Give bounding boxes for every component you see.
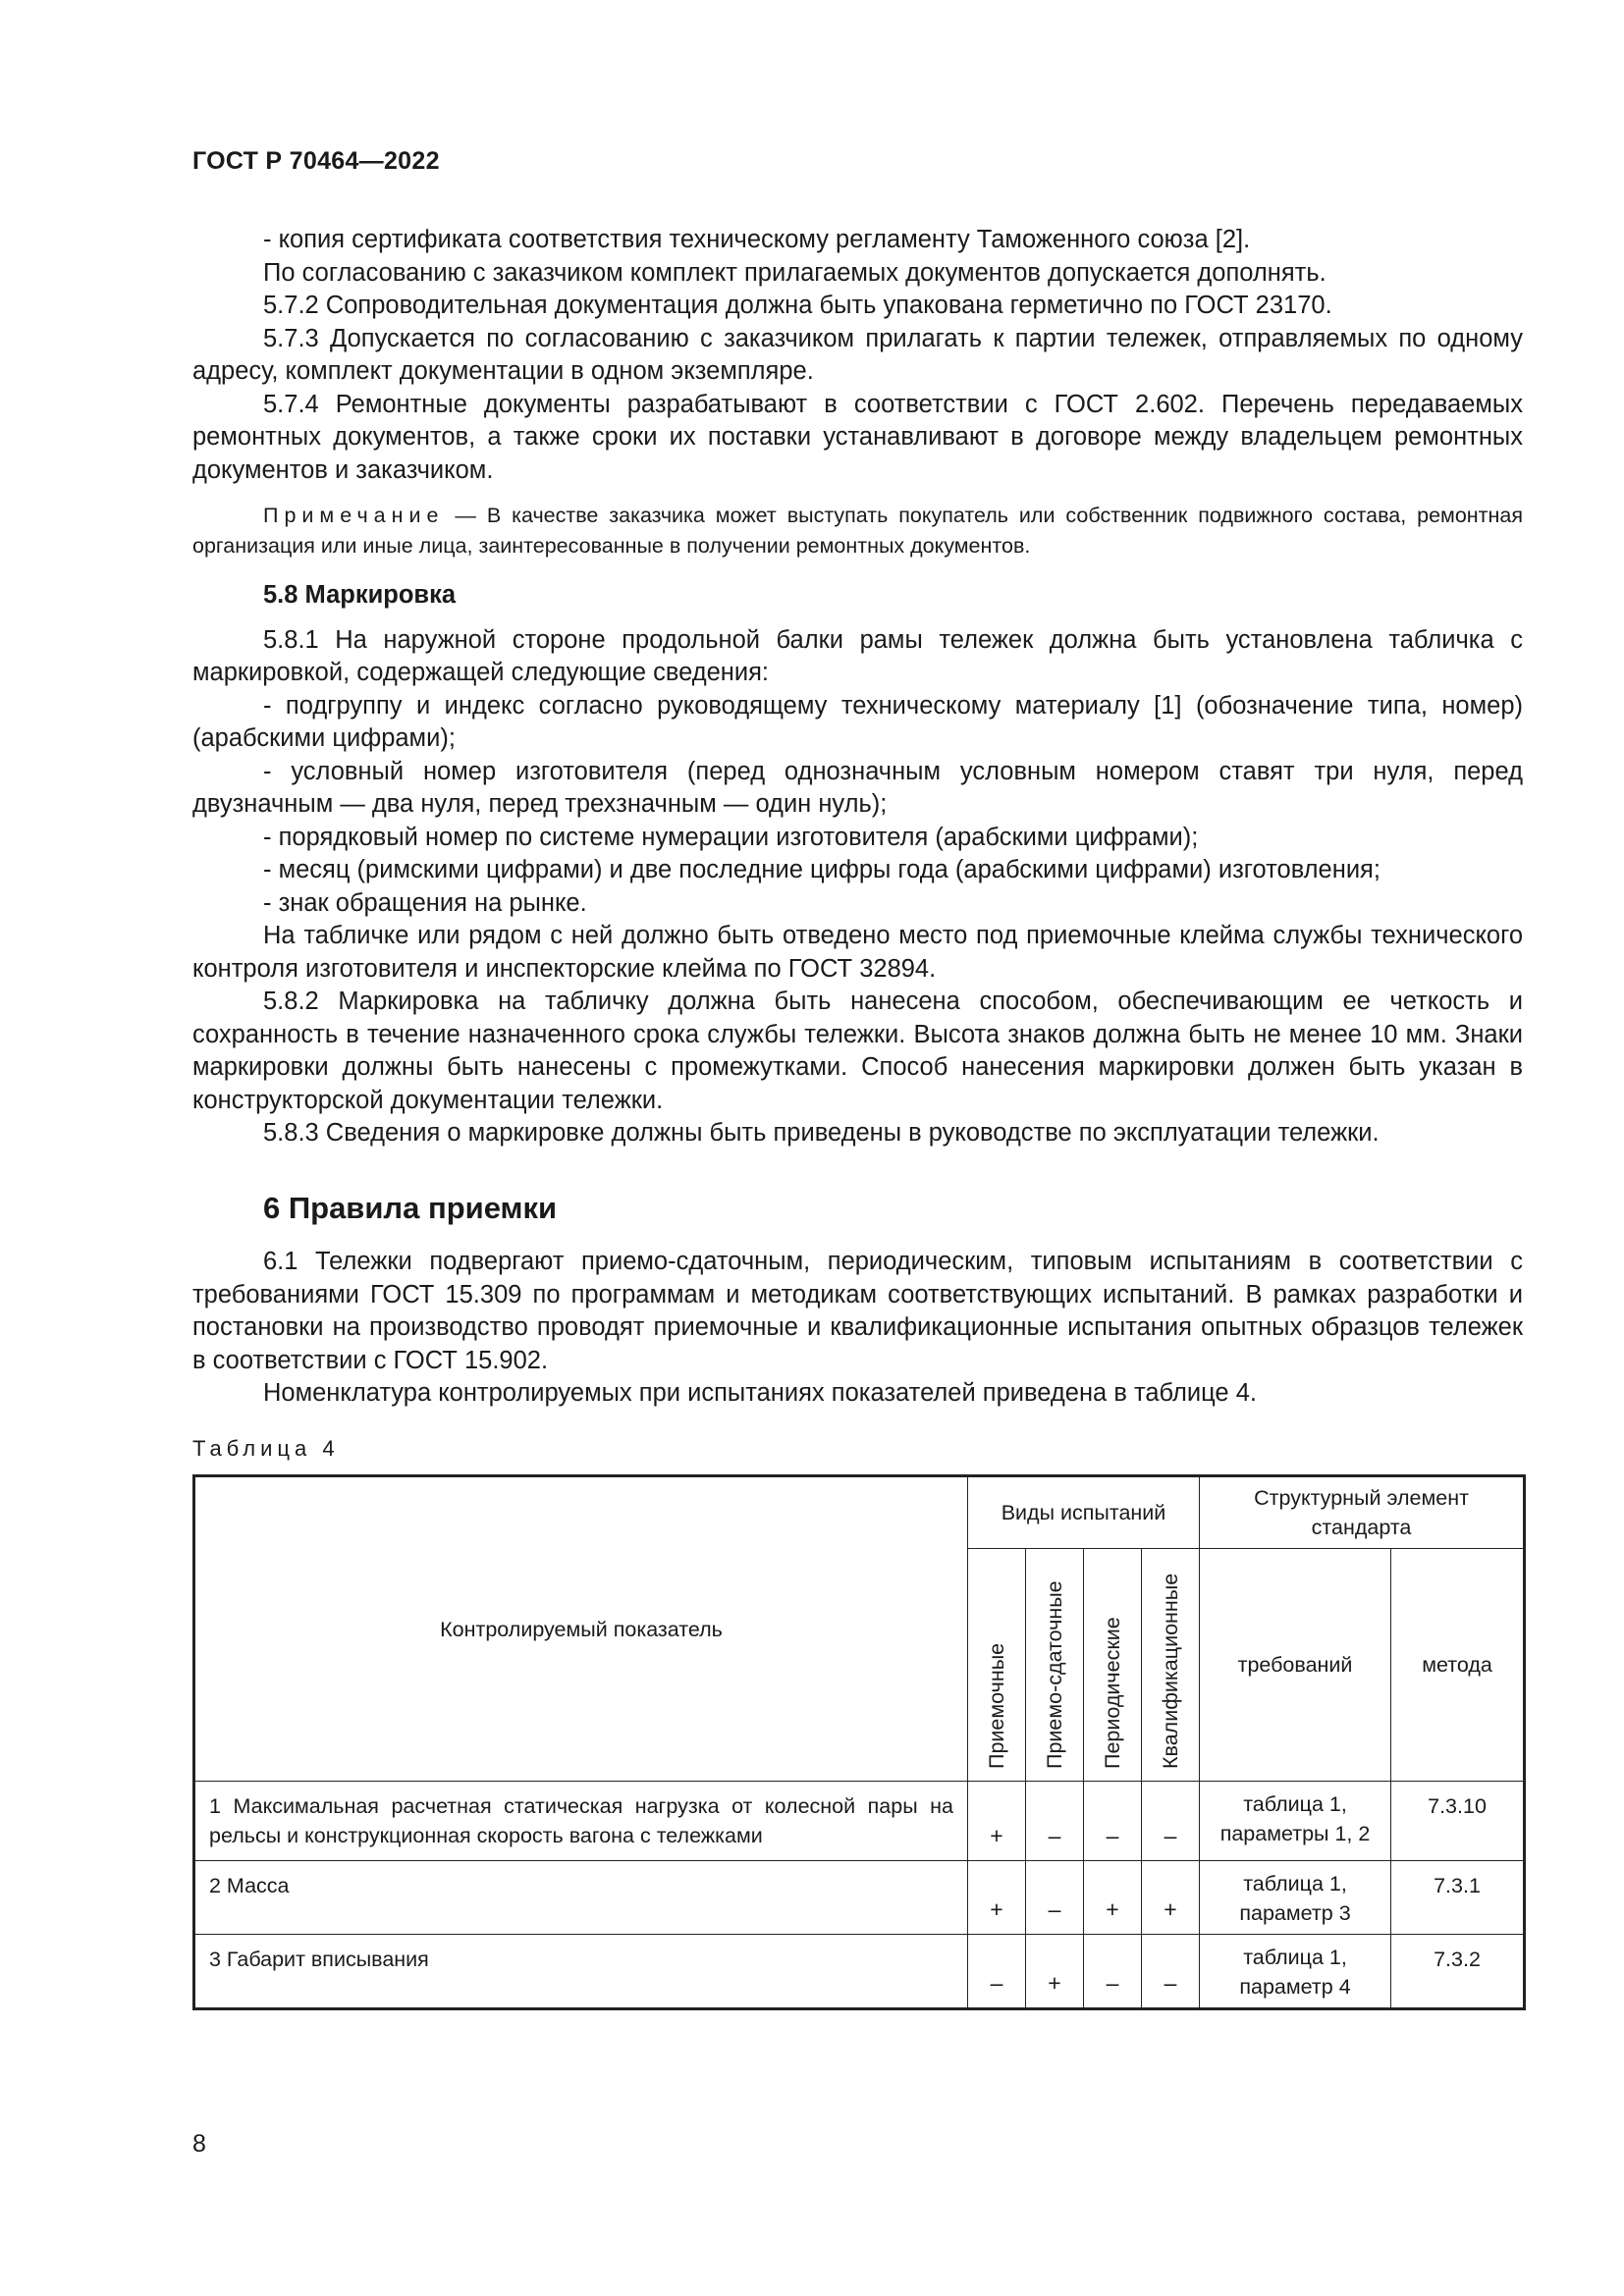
mark-cell: + bbox=[1084, 1861, 1142, 1935]
requirement-cell: таблица 1, параметр 3 bbox=[1200, 1861, 1391, 1935]
paragraph: 5.7.3 Допускается по согласованию с заказчиком прилагать к партии тележек, отправляемых по одному адресу, комплект документации в одном экземпляре. bbox=[192, 324, 1523, 385]
requirement-cell: таблица 1, параметры 1, 2 bbox=[1200, 1782, 1391, 1861]
header-test-types: Виды испытаний bbox=[968, 1476, 1200, 1549]
indicators-table bbox=[192, 1474, 1526, 2010]
table-row bbox=[194, 1861, 1525, 1935]
method-cell: 7.3.10 bbox=[1391, 1782, 1525, 1861]
mark-cell: – bbox=[968, 1935, 1026, 2009]
paragraph: На табличке или рядом с ней должно быть отведено место под приемочные клейма службы технического контроля изготовителя и инспекторские клейма по ГОСТ 32894. bbox=[192, 922, 1523, 983]
table-row bbox=[194, 1935, 1525, 2009]
vertical-label: Приемо-сдаточные bbox=[1043, 1580, 1066, 1769]
paragraph: - копия сертификата соответствия техническому регламенту Таможенного союза [2]. bbox=[263, 226, 1251, 253]
paragraph: 5.7.2 Сопроводительная документация должна быть упакована герметично по ГОСТ 23170. bbox=[263, 292, 1332, 319]
paragraph: - порядковый номер по системе нумерации изготовителя (арабскими цифрами); bbox=[263, 823, 1199, 851]
vertical-label: Периодические bbox=[1101, 1617, 1124, 1769]
header-periodic bbox=[1084, 1549, 1142, 1782]
header-indicator: Контролируемый показатель bbox=[194, 1476, 968, 1782]
indicator-cell: 2 Масса bbox=[194, 1861, 968, 1935]
paragraph: 5.8.1 На наружной стороне продольной балки рамы тележек должна быть установлена табличка с маркировкой, содержащей следующие сведения: bbox=[192, 625, 1523, 686]
paragraph: - подгруппу и индекс согласно руководящему техническому материалу [1] (обозначение типа, номер) (арабскими цифрами); bbox=[192, 691, 1523, 752]
paragraph: - условный номер изготовителя (перед однозначным условным номером ставят три нуля, перед двузначным — два нуля, перед трехзначным — один нуль); bbox=[192, 757, 1523, 818]
mark-cell: + bbox=[1142, 1861, 1200, 1935]
document-body bbox=[192, 224, 1523, 2010]
section-heading-5-8: 5.8 Маркировка bbox=[263, 581, 457, 609]
mark-cell: – bbox=[1026, 1861, 1084, 1935]
table-caption: Таблица 4 bbox=[192, 1435, 340, 1461]
paragraph: 5.8.2 Маркировка на табличку должна быть нанесена способом, обеспечивающим ее четкость и сохранность в течение назначенного срока службы тележки. Высота знаков должна быть не менее 10 мм. Знаки маркировки должны быть нанесены с промежутками. Способ нанесения маркировки должен быть указан в конструкторской документации тележки. bbox=[192, 988, 1523, 1114]
paragraph: 5.7.4 Ремонтные документы разрабатывают в соответствии с ГОСТ 2.602. Перечень передаваемых ремонтных документов, а также сроки их поставки устанавливают в договоре между владельцем ремонтных документов и заказчиком. bbox=[192, 390, 1523, 484]
indicator-cell: 3 Габарит вписывания bbox=[194, 1935, 968, 2009]
header-qualification bbox=[1142, 1549, 1200, 1782]
note-text: — В качестве заказчика может выступать покупатель или собственник подвижного состава, ремонтная организация или иные лица, заинтересованные в получении ремонтных документов. bbox=[192, 504, 1523, 558]
vertical-label: Квалификационные bbox=[1159, 1573, 1182, 1769]
indicator-cell: 1 Максимальная расчетная статическая нагрузка от колесной пары на рельсы и конструкционная скорость вагона с тележками bbox=[194, 1782, 968, 1861]
method-cell: 7.3.1 bbox=[1391, 1861, 1525, 1935]
mark-cell: + bbox=[968, 1782, 1026, 1861]
paragraph: Номенклатура контролируемых при испытаниях показателей приведена в таблице 4. bbox=[263, 1379, 1257, 1407]
mark-cell: – bbox=[1026, 1782, 1084, 1861]
mark-cell: – bbox=[1142, 1782, 1200, 1861]
header-method: метода bbox=[1391, 1549, 1525, 1782]
mark-cell: + bbox=[968, 1861, 1026, 1935]
requirement-cell: таблица 1, параметр 4 bbox=[1200, 1935, 1391, 2009]
header-acceptance-delivery bbox=[1026, 1549, 1084, 1782]
paragraph: 5.8.3 Сведения о маркировке должны быть приведены в руководстве по эксплуатации тележки. bbox=[263, 1119, 1380, 1147]
header-acceptance bbox=[968, 1549, 1026, 1782]
method-cell: 7.3.2 bbox=[1391, 1935, 1525, 2009]
section-heading-6: 6 Правила приемки bbox=[263, 1190, 558, 1225]
note-label: Примечание bbox=[263, 504, 445, 527]
vertical-label: Приемочные bbox=[985, 1642, 1008, 1769]
table-header-row bbox=[194, 1476, 1525, 1549]
table-row bbox=[194, 1782, 1525, 1861]
mark-cell: – bbox=[1084, 1935, 1142, 2009]
document-code-header: ГОСТ Р 70464—2022 bbox=[192, 147, 440, 175]
note bbox=[192, 501, 1523, 561]
mark-cell: – bbox=[1084, 1782, 1142, 1861]
paragraph: 6.1 Тележки подвергают приемо-сдаточным, периодическим, типовым испытаниям в соответствии с требованиями ГОСТ 15.309 по программам и методикам соответствующих испытаний. В рамках разработки и постановки на производство проводят приемочные и квалификационные испытания опытных образцов тележек в соответствии с ГОСТ 15.902. bbox=[192, 1248, 1523, 1374]
mark-cell: – bbox=[1142, 1935, 1200, 2009]
paragraph: По согласованию с заказчиком комплект прилагаемых документов допускается дополнять. bbox=[263, 258, 1326, 287]
page-number: 8 bbox=[192, 2130, 206, 2158]
paragraph: - знак обращения на рынке. bbox=[263, 888, 587, 917]
header-structure-element: Структурный элемент стандарта bbox=[1200, 1476, 1525, 1549]
paragraph: - месяц (римскими цифрами) и две последние цифры года (арабскими цифрами) изготовления; bbox=[263, 856, 1380, 883]
header-requirements: требований bbox=[1200, 1549, 1391, 1782]
mark-cell: + bbox=[1026, 1935, 1084, 2009]
